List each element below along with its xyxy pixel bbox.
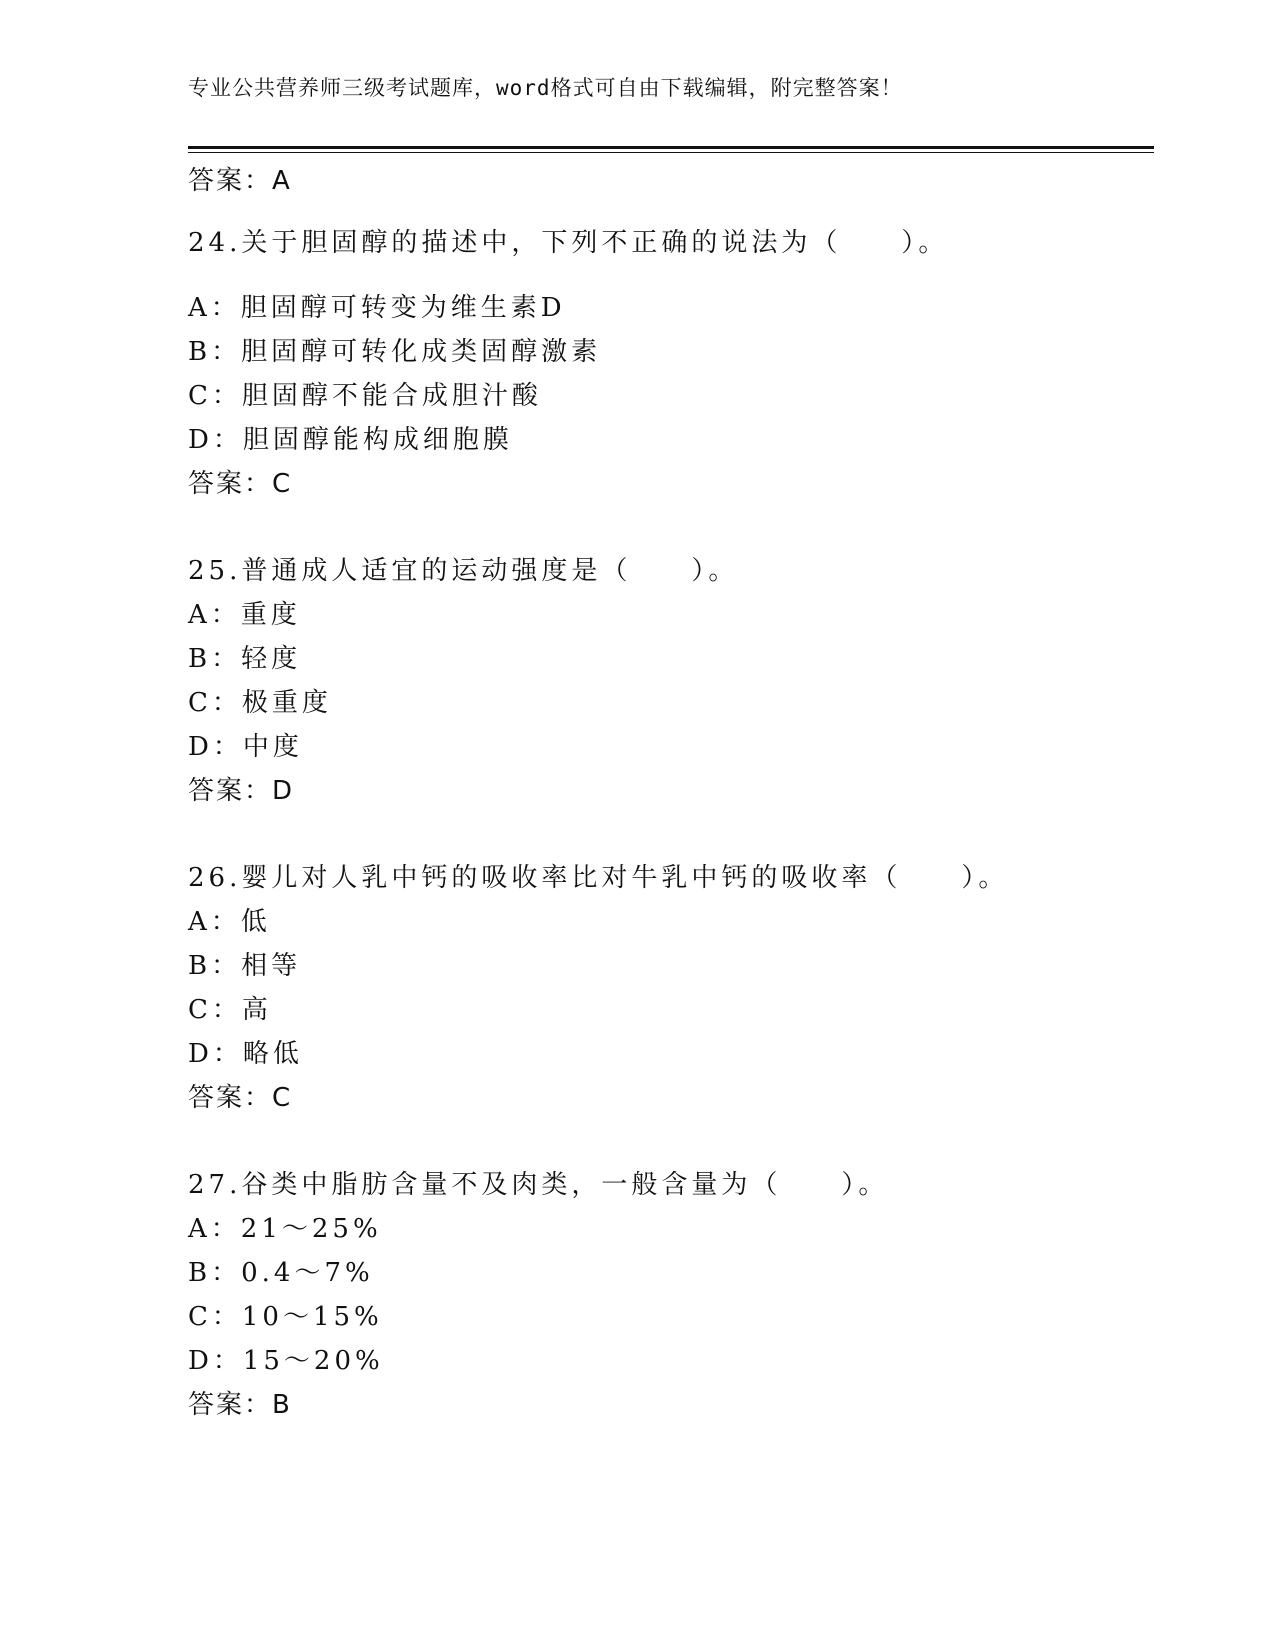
question-stem: 27.谷类中脂肪含量不及肉类，一般含量为（ ）。 — [188, 1170, 889, 1200]
option-b: B：胆固醇可转化成类固醇激素 — [188, 337, 602, 367]
question-stem: 24.关于胆固醇的描述中，下列不正确的说法为（ ）。 — [188, 228, 949, 258]
option-c: C：胆固醇不能合成胆汁酸 — [188, 381, 542, 411]
option-b: B：0.4～7% — [188, 1258, 374, 1288]
option-d: D：15～20% — [188, 1346, 384, 1376]
question-stem: 26.婴儿对人乳中钙的吸收率比对牛乳中钙的吸收率（ ）。 — [188, 863, 1009, 893]
option-a: A：21～25% — [188, 1214, 382, 1244]
option-a: A：低 — [188, 907, 271, 937]
answer-line: 答案：B — [188, 1390, 292, 1420]
option-d: D：略低 — [188, 1039, 303, 1069]
page-header: 专业公共营养师三级考试题库，word格式可自由下载编辑，附完整答案！ — [188, 76, 903, 100]
header-rule-thick — [188, 146, 1154, 149]
option-d: D：中度 — [188, 732, 303, 762]
answer-line: 答案：A — [188, 166, 292, 196]
option-a: A：重度 — [188, 600, 301, 630]
option-d: D：胆固醇能构成细胞膜 — [188, 425, 513, 455]
answer-line: 答案：D — [188, 776, 295, 806]
option-b: B：轻度 — [188, 644, 302, 674]
option-c: C：极重度 — [188, 688, 332, 718]
option-b: B：相等 — [188, 951, 302, 981]
option-a: A：胆固醇可转变为维生素D — [188, 293, 566, 323]
option-c: C：10～15% — [188, 1302, 383, 1332]
question-stem: 25.普通成人适宜的运动强度是（ ）。 — [188, 556, 739, 586]
answer-line: 答案：C — [188, 469, 293, 499]
header-rule-thin — [188, 152, 1154, 153]
option-c: C：高 — [188, 995, 272, 1025]
answer-line: 答案：C — [188, 1083, 293, 1113]
